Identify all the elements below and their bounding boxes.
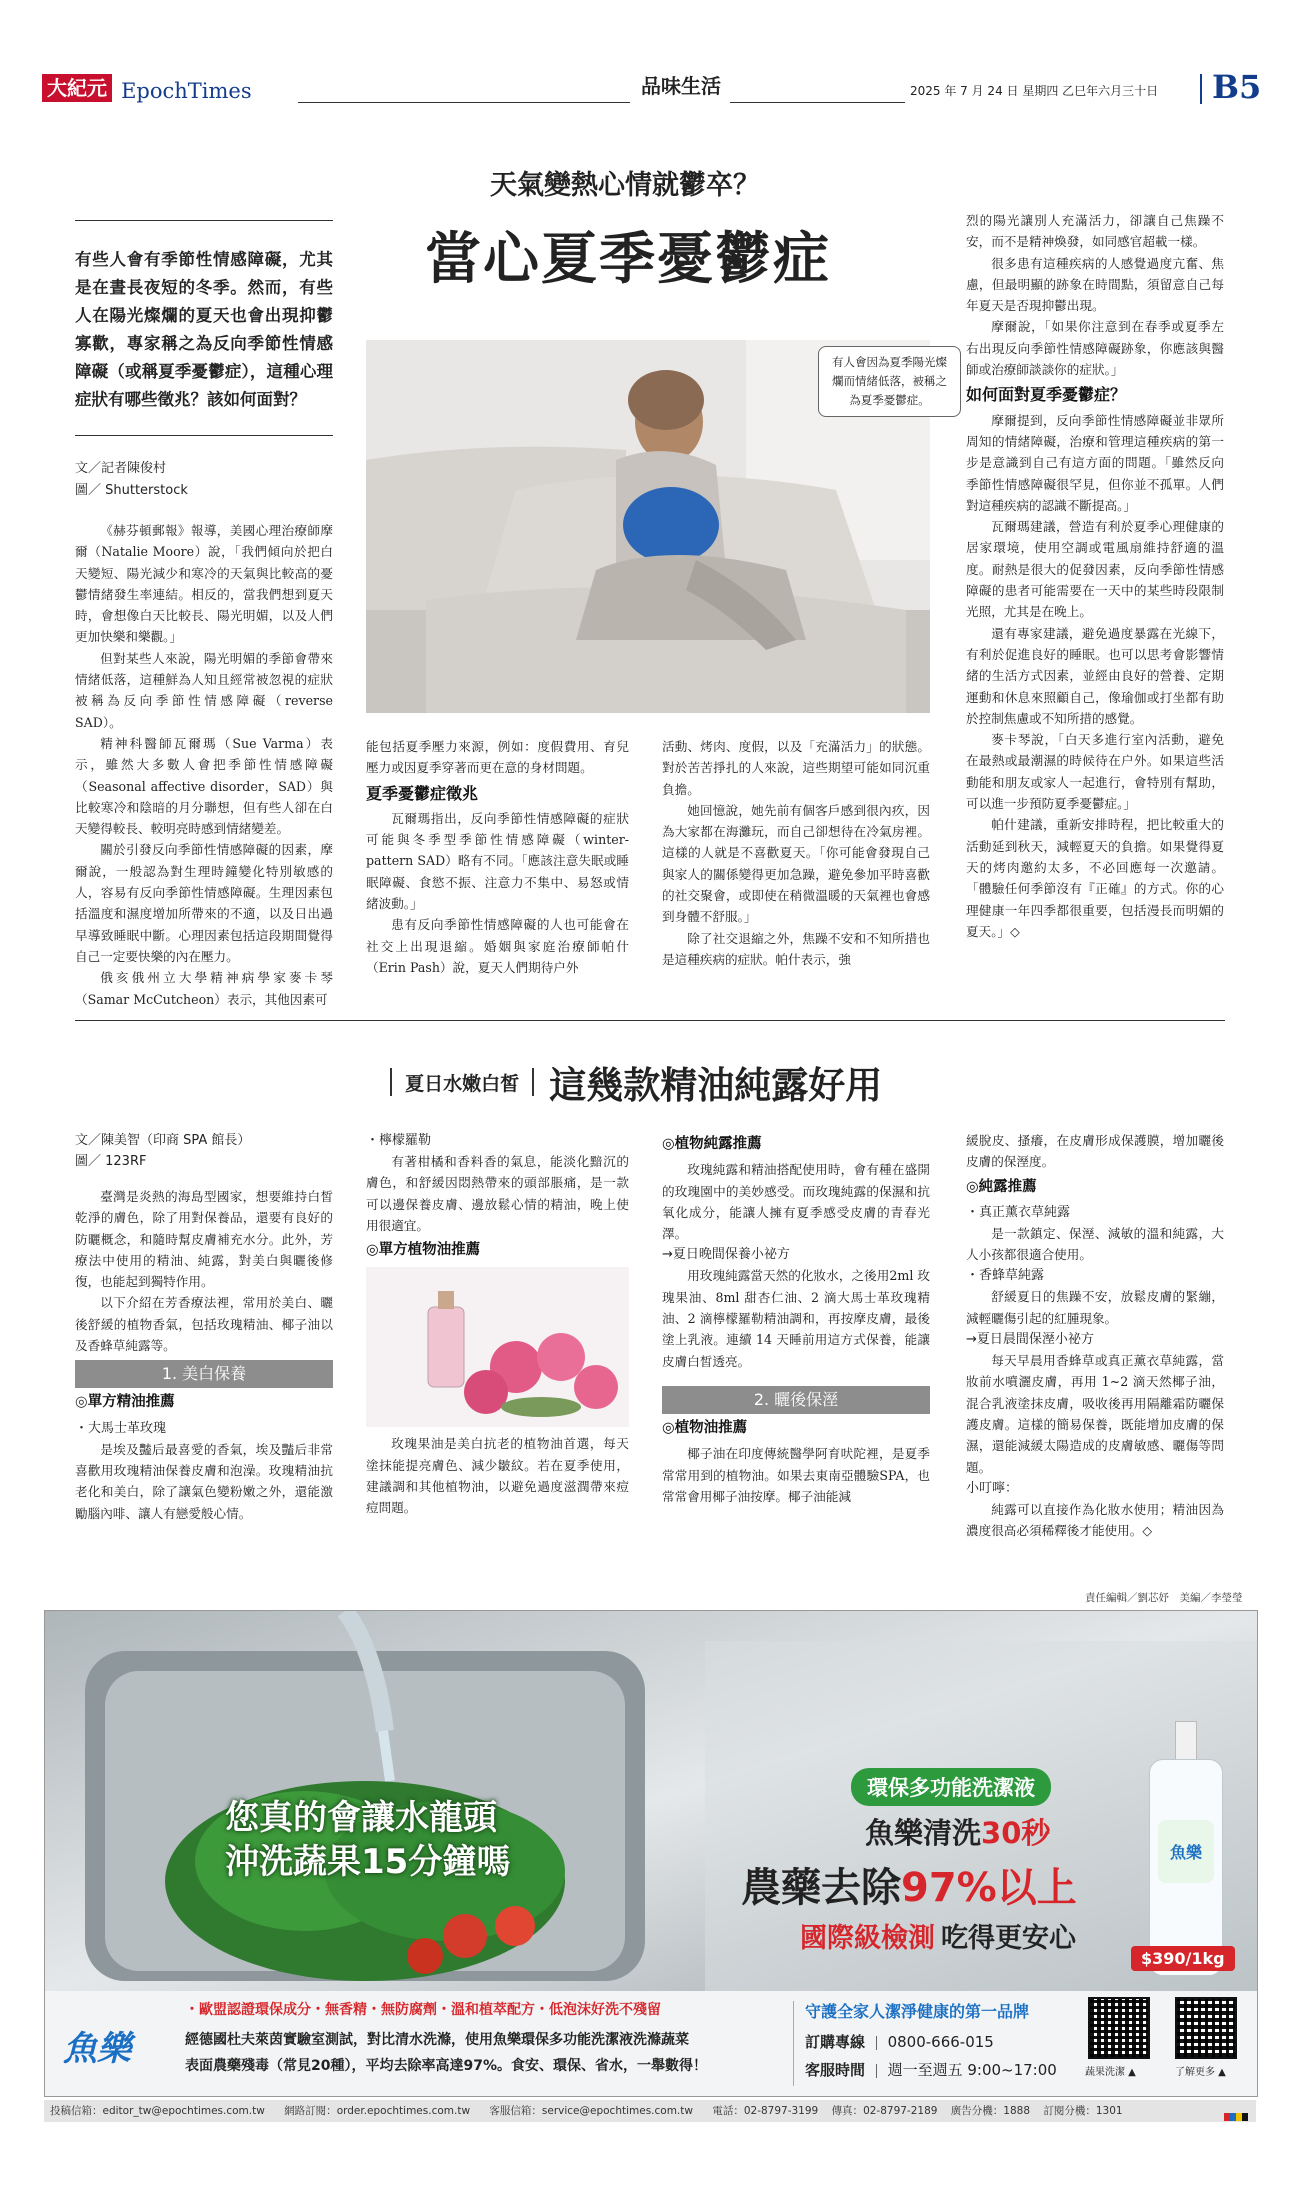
ad-claim-2: 表面農藥殘毒（常見20種），平均去除率高達97%。食安、環保、省水，一舉數得！	[185, 2058, 707, 2074]
paragraph: 以下介紹在芳香療法裡，常用於美白、曬後舒緩的植物香氣，包括玫瑰精油、椰子油以及香蜂草純露等。	[75, 1295, 333, 1354]
ad-line2-text: 農藥去除	[741, 1865, 901, 1911]
paragraph: 瓦爾瑪指出，反向季節性情感障礙的症狀可能與冬季型季節性情感障礙（winter-pattern SAD）略有不同。「應該注意失眠或睡眠障礙、食慾不振、注意力不集中、易怒或情緒波動。」	[366, 810, 629, 912]
divider-bar	[532, 1068, 534, 1096]
ad-line1-text: 魚樂清洗	[865, 1816, 982, 1850]
color-bar	[1224, 2107, 1248, 2129]
section-bar: 2. 曬後保溼	[662, 1386, 930, 1414]
rose-oil-photo	[366, 1267, 629, 1427]
article1-byline	[75, 458, 188, 502]
footer-sub-ext: 1301	[1095, 2105, 1123, 2117]
footer-service-email[interactable]: service@epochtimes.com.tw	[541, 2105, 693, 2117]
section-bar: 1. 美白保養	[75, 1360, 333, 1388]
brand-logo: 魚樂	[63, 2029, 131, 2069]
paragraph: 精神科醫師瓦爾瑪（Sue Varma）表示，雖然大多數人會把季節性情感障礙（Seasonal affective disorder，SAD）與比較寒冷和陰暗的月分聯想，但有些人卻在白天變得較長、較明亮時感到情緒變差。	[75, 735, 333, 837]
bullet-icon: ◎	[662, 1419, 675, 1436]
paragraph: 帕什建議，重新安排時程，把比較重大的活動延到秋天，減輕夏天的負擔。如果覺得夏天的烤肉邀約太多，不必回應每一次邀請。「體驗任何季節沒有『正確』的方式。你的心理健康一年四季都很重要，包括漫長而明媚的夏天。」◇	[966, 817, 1224, 939]
paragraph: 她回憶說，她先前有個客戶感到很內疚，因為大家都在海灘玩，而自己卻想待在冷氣房裡。這樣的人就是不喜歡夏天。「你可能會發現自己與家人的關係變得更加急躁，避免參加平時喜歡的社交聚會，或即使在稍微溫暖的天氣裡也會感到身體不舒服。」	[662, 802, 930, 925]
item-title: ・香蜂草純露	[966, 1268, 1045, 1284]
paragraph: 俄亥俄州立大學精神病學家麥卡琴（Samar McCutcheon）表示，其他因素可	[75, 970, 333, 1007]
subheading	[662, 1134, 930, 1155]
article2-kicker: 夏日水嫩白皙	[405, 1072, 520, 1095]
section-title: 品味生活	[641, 74, 721, 98]
logo	[42, 74, 252, 102]
article1-column-2	[366, 736, 629, 978]
footer-fax: 02-8797-2189	[863, 2105, 938, 2117]
ad-right-title: 守護全家人潔淨健康的第一品牌	[805, 2002, 1030, 2021]
article1-lead: 有些人會有季節性情感障礙，尤其是在晝長夜短的冬季。然而，有些人在陽光燦爛的夏天也會出現抑鬱寡歡，專家稱之為反向季節性情感障礙（或稱夏季憂鬱症），這種心理症狀有哪些徵兆？該如何面對？	[75, 250, 333, 409]
article2-title: 這幾款精油純露好用	[549, 1063, 883, 1107]
photo-caption: 有人會因為夏季陽光燦爛而情緒低落，被稱之為夏季憂鬱症。	[832, 355, 947, 407]
byline-photo: 圖／ Shutterstock	[75, 483, 188, 498]
byline-photo: 圖／ 123RF	[75, 1154, 147, 1169]
paragraph: 是一款鎮定、保溼、減敏的溫和純露，大人小孩都很適合使用。	[966, 1225, 1224, 1263]
footer-label: 投稿信箱：	[50, 2105, 103, 2117]
hotline-label: 訂購專線	[805, 2033, 866, 2051]
article1-kicker: 天氣變熱心情就鬱卒？	[490, 170, 760, 201]
bottle-pump-icon	[1175, 1721, 1197, 1763]
editor-credits: 責任編輯／劉芯妤 美編／李瑩瑩	[1085, 1592, 1243, 1604]
ad-line1	[865, 1811, 1050, 1852]
paragraph: 玫瑰純露和精油搭配使用時，會有種在盛開的玫瑰園中的美妙感受。而玫瑰純露的保濕和抗氧化成分，能讓人擁有夏季感受皮膚的青春光澤。	[662, 1162, 930, 1242]
article2-column-2	[366, 1130, 629, 1519]
section-divider	[75, 1020, 1225, 1021]
footer-label: 電話：	[712, 2105, 744, 2117]
footer	[44, 2100, 1256, 2122]
masthead	[40, 68, 1262, 110]
paragraph: 用玫瑰純露當天然的化妝水，之後用2ml 玫瑰果油、8ml 甜杏仁油、2 滴大馬士革玫瑰精油、2 滴檸檬羅勒精油調和，再按摩皮膚，最後塗上乳液。連續 14 天睡前用這方式保養，能讓皮膚白皙透亮。	[662, 1268, 930, 1369]
subheading-text: 單方植物油推薦	[378, 1242, 481, 1259]
ad-features: ・歐盟認證環保成分・無香精・無防腐劑・溫和植萃配方・低泡沫好洗不殘留	[185, 2002, 661, 2018]
paragraph: 但對某些人來說，陽光明媚的季節會帶來情緒低落，這種鮮為人知且經常被忽視的症狀被稱為反向季節性情感障礙（reverse SAD）。	[75, 650, 333, 730]
paragraph: 能包括夏季壓力來源，例如：度假費用、育兒壓力或因夏季穿著而更在意的身材問題。	[366, 739, 629, 776]
subheading: 如何面對夏季憂鬱症？	[966, 385, 1127, 405]
photo-caption-box	[818, 346, 961, 417]
ad-line2	[741, 1856, 1077, 1913]
recipe-title: →夏日晨間保溼小祕方	[966, 1332, 1094, 1348]
paragraph: 舒緩夏日的焦躁不安，放鬆皮膚的緊繃，減輕曬傷引起的紅腫現象。	[966, 1289, 1224, 1326]
paragraph: 是埃及豔后最喜愛的香氣，埃及豔后非常喜歡用玫瑰精油保養皮膚和泡澡。玫瑰精油抗老化和美白，除了讓氣色變粉嫩之外，還能激勵腦內啡、讓人有戀愛般心情。	[75, 1441, 333, 1521]
paragraph: 麥卡琴說，「白天多進行室內活動，避免在最熱或最潮濕的時候待在户外。如果這些活動能和朋友或家人一起進行，會特別有幫助，可以進一步預防夏季憂鬱症。」	[966, 732, 1224, 812]
byline-author: 文／陳美智（印商 SPA 館長）	[75, 1133, 251, 1148]
qr-caption-1: 蔬果洗潔 ▲	[1085, 2067, 1136, 2078]
ad-headline	[225, 1796, 510, 1884]
article2-header	[390, 1055, 882, 1105]
issue-date: 2025 年 7 月 24 日 星期四 乙巳年六月三十日	[910, 84, 1159, 98]
article2-column-4	[966, 1130, 1224, 1541]
ad-claim-1: 經德國杜夫萊茵實驗室測試，對比清水洗滌，使用魚樂環保多功能洗潔液洗滌蔬菜	[185, 2032, 689, 2048]
item-title: ・大馬士革玫瑰	[75, 1420, 167, 1436]
hours-label: 客服時間	[805, 2061, 866, 2079]
subheading	[966, 1177, 1224, 1198]
subheading	[75, 1392, 333, 1413]
item-title: ・真正薰衣草純露	[966, 1204, 1071, 1220]
subheading-text: 植物油推薦	[674, 1419, 748, 1436]
footer-email[interactable]: editor_tw@epochtimes.com.tw	[102, 2105, 265, 2117]
advertisement	[44, 1610, 1258, 2097]
ad-headline-line1: 您真的會讓水龍頭	[225, 1798, 497, 1838]
subheading: 夏季憂鬱症徵兆	[366, 783, 479, 803]
ad-line3	[800, 1916, 1076, 1955]
paragraph: 烈的陽光讓別人充滿活力，卻讓自己焦躁不安，而不是精神煥發，如同感官超載一樣。	[966, 213, 1224, 250]
article1-column-1	[75, 520, 333, 1010]
hours-value: 週一至週五 9:00~17:00	[887, 2061, 1057, 2079]
hotline-row	[805, 2031, 994, 2052]
ad-line3-text: 國際級檢測	[800, 1923, 935, 1954]
recipe-title: →夏日晚間保養小祕方	[662, 1247, 790, 1263]
paragraph: 純露可以直接作為化妝水使用；精油因為濃度很高必須稀釋後才能使用。◇	[966, 1501, 1224, 1539]
paragraph: 《赫芬頓郵報》報導，美國心理治療師摩爾（Natalie Moore）說，「我們傾向於把白天變短、陽光減少和寒冷的天氣與比較高的憂鬱情緒發生率連結。相反的，當我們想到夏天時，會想像白天比較長、陽光明媚，以及人們更加快樂和樂觀。」	[75, 523, 333, 645]
qr-code-2[interactable]	[1175, 1997, 1237, 2059]
paragraph: 還有專家建議，避免過度暴露在光線下，有利於促進良好的睡眠。也可以思考會影響情緒的生活方式因素，並經由良好的營養、定期運動和休息來照顧自己，像瑜伽或打坐都有助於控制焦慮或不知所措的感覺。	[966, 625, 1224, 726]
paragraph: 患有反向季節性情感障礙的人也可能會在社交上出現退縮。婚姻與家庭治療師帕什（Erin Pash）說，夏天人們期待户外	[366, 917, 629, 975]
divider-bar	[390, 1068, 392, 1096]
hotline-number[interactable]: 0800-666-015	[887, 2033, 994, 2051]
footer-ad-ext: 1888	[1003, 2105, 1031, 2117]
product-bottle	[1145, 1721, 1225, 1976]
price-tag: $390/1kg	[1131, 1946, 1235, 1971]
subheading-text: 植物純露推薦	[674, 1136, 762, 1152]
footer-label: 傳真：	[831, 2105, 864, 2117]
footer-label: 訂閱分機：	[1043, 2105, 1096, 2117]
ad-line3-highlight: 吃得更安心	[941, 1923, 1076, 1954]
ad-line2-highlight: 97%以上	[901, 1865, 1077, 1911]
paragraph: 除了社交退縮之外，焦躁不安和不知所措也是這種疾病的症狀。帕什表示，強	[662, 930, 930, 967]
page-number: B5	[1212, 68, 1262, 106]
paragraph: 瓦爾瑪建議，營造有利於夏季心理健康的居家環境，使用空調或電風扇維持舒適的溫度。耐熱是很大的促發因素，反向季節性情感障礙的患者可能需要在一天中的某些時段限制光照，尤其是在晚上。	[966, 519, 1224, 620]
paragraph: 椰子油在印度傳統醫學阿育吠陀裡，是夏季常常用到的植物油。如果去東南亞體驗SPA，也常常會用椰子油按摩。椰子油能減	[662, 1446, 930, 1504]
paragraph: 臺灣是炎熱的海島型國家，想要維持白皙乾淨的膚色，除了用對保養品，還要有良好的防曬概念，和隨時幫皮膚補充水分。此外，芳療法中使用的精油、純露，對美白與曬後修復，也能起到獨特作用。	[75, 1189, 333, 1290]
bullet-icon: ◎	[662, 1136, 675, 1152]
paragraph: 摩爾說，「如果你注意到在春季或夏季左右出現反向季節性情感障礙跡象，你應該與醫師或治療師談談你的症狀。」	[966, 319, 1224, 378]
qr-caption-2: 了解更多 ▲	[1175, 2067, 1226, 2078]
bullet-icon: ◎	[966, 1178, 979, 1195]
ad-badge: 環保多功能洗潔液	[851, 1768, 1051, 1806]
logo-en: EpochTimes	[121, 78, 252, 103]
rose-bottle-icon	[366, 1267, 629, 1427]
footer-label: 客服信箱：	[489, 2105, 542, 2117]
paragraph: 很多患有這種疾病的人感覺過度亢奮、焦慮，但最明顯的跡象在時間點，須留意自己每年夏天是否現抑鬱出現。	[966, 255, 1224, 314]
subheading	[366, 1240, 629, 1261]
qr-code-1[interactable]	[1088, 1997, 1150, 2059]
article2-column-3	[662, 1130, 930, 1507]
footer-phone: 02-8797-3199	[743, 2105, 819, 2117]
bullet-icon: ◎	[75, 1394, 88, 1411]
subheading-text: 純露推薦	[978, 1178, 1037, 1195]
paragraph: 有著柑橘和香料香的氣息，能淡化黯沉的膚色，和舒緩因悶熱帶來的頭部脹痛，是一款可以邊保養皮膚、邊放鬆心情的精油，晚上使用很適宜。	[366, 1154, 629, 1233]
tip-title: 小叮嚀：	[966, 1480, 1019, 1496]
article2-column-1	[75, 1130, 333, 1524]
subheading-text: 單方精油推薦	[87, 1394, 175, 1411]
footer-label: 網路訂閱：	[284, 2105, 337, 2117]
ad-line1-highlight: 30秒	[981, 1816, 1051, 1850]
paragraph: 玫瑰果油是美白抗老的植物油首選，每天塗抹能提亮膚色、減少皺紋。若在夏季使用，建議調和其他植物油，以避免過度滋潤帶來痘痘問題。	[366, 1436, 629, 1516]
item-title: ・檸檬羅勒	[366, 1133, 432, 1148]
ad-headline-line2: 沖洗蔬果15分鐘嗎	[225, 1842, 511, 1882]
bottle-body	[1149, 1759, 1223, 1976]
article1-title: 當心夏季憂鬱症	[425, 226, 831, 292]
logo-cn: 大紀元	[42, 74, 112, 102]
ad-info-band	[45, 1991, 1257, 2096]
footer-label: 廣告分機：	[950, 2105, 1004, 2117]
paragraph: 每天早晨用香蜂草或真正薰衣草純露，當妝前水噴灑皮膚，再用 1~2 滴天然椰子油，混合乳液塗抹皮膚，吸收後再用隔離霜防曬保護皮膚。這樣的簡易保養，既能增加皮膚的保濕，還能減緩太陽造成的皮膚敏感、曬傷等問題。	[966, 1353, 1224, 1475]
byline-author: 文／記者陳俊村	[75, 461, 167, 476]
subheading	[662, 1418, 930, 1439]
paragraph: 活動、烤肉、度假，以及「充滿活力」的狀態。對於苦苦掙扎的人來說，這些期望可能如同沉重負擔。	[662, 739, 930, 797]
hours-row	[805, 2059, 1057, 2080]
paragraph: 關於引發反向季節性情感障礙的因素，摩爾說，一般認為對生理時鐘變化特別敏感的人，容易有反向季節性情感障礙。生理因素包括溫度和濕度增加所帶來的不適，以及日出過早導致睡眠中斷。心理因素包括這段期間覺得自己一定要快樂的內在壓力。	[75, 842, 333, 964]
article1-column-3	[662, 736, 930, 970]
paragraph: 摩爾提到，反向季節性情感障礙並非眾所周知的情緒障礙，治療和管理這種疾病的第一步是意識到自己有這方面的問題。「雖然反向季節性情感障礙很罕見，但你並不孤單。人們對這種疾病的認識不斷提高。」	[966, 412, 1224, 513]
bottle-label: 魚樂	[1158, 1820, 1214, 1883]
bullet-icon: ◎	[366, 1242, 379, 1259]
paragraph: 緩脫皮、搔癢，在皮膚形成保護膜，增加曬後皮膚的保溼度。	[966, 1133, 1224, 1170]
article1-column-4	[966, 210, 1224, 942]
divider	[1200, 74, 1202, 104]
footer-order-url[interactable]: order.epochtimes.com.tw	[336, 2105, 471, 2117]
